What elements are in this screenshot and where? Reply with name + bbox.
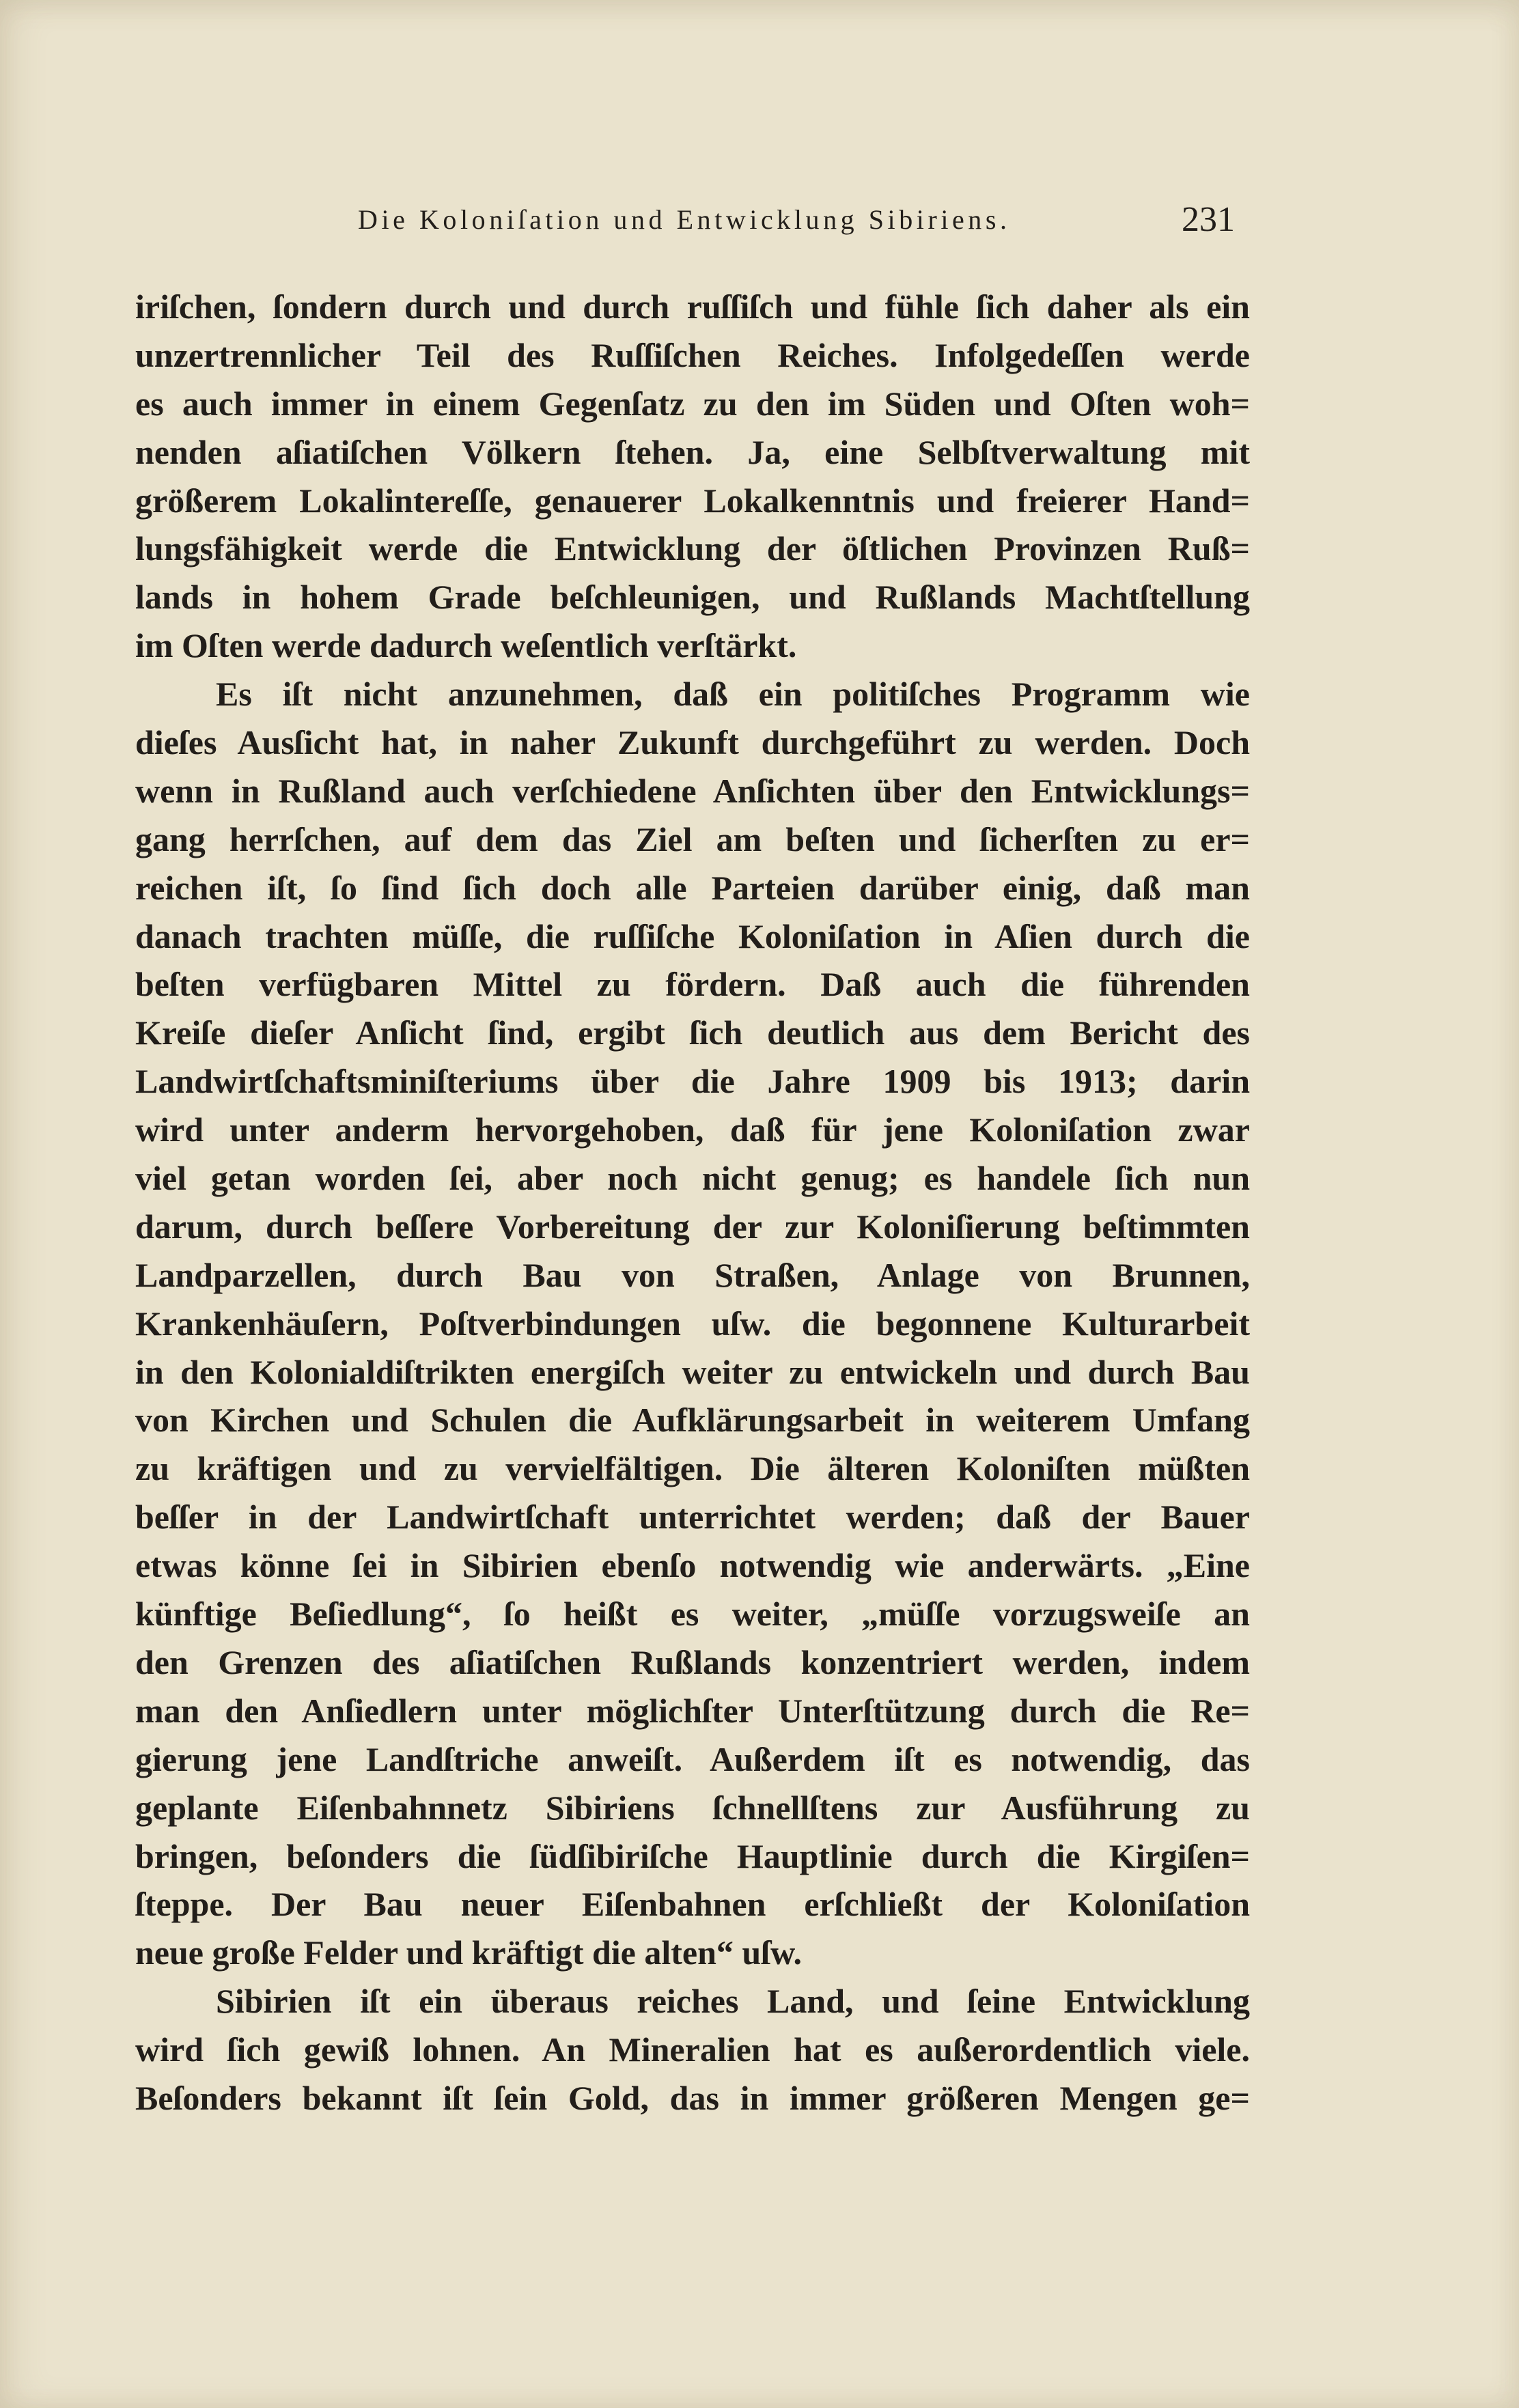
text-line: etwas könne ſei in Sibirien ebenſo notwendig wie anderwärts. „Eine — [135, 1546, 1250, 1585]
text-line: bringen, beſonders die ſüdſibiriſche Hauptlinie durch die Kirgiſen= — [135, 1836, 1250, 1875]
paragraph — [135, 283, 1250, 670]
text-line: Sibirien iſt ein überaus reiches Land, und ſeine Entwicklung — [216, 1982, 1250, 2021]
text-line: man den Anſiedlern unter möglichſter Unterſtützung durch die Re= — [135, 1691, 1250, 1730]
text-line: viel getan worden ſei, aber noch nicht genug; es handele ſich nun — [135, 1159, 1250, 1198]
text-line: neue große Felder und kräftigt die alten“ uſw. — [135, 1933, 802, 1972]
text-line: wird ſich gewiß lohnen. An Mineralien hat es außerordentlich viele. — [135, 2030, 1250, 2069]
text-line: im Oſten werde dadurch weſentlich verſtärkt. — [135, 626, 797, 665]
text-line: Landwirtſchaftsminiſteriums über die Jahre 1909 bis 1913; darin — [135, 1062, 1250, 1101]
text-line: künftige Beſiedlung“, ſo heißt es weiter, „müſſe vorzugsweiſe an — [135, 1595, 1250, 1634]
text-line: den Grenzen des aſiatiſchen Rußlands konzentriert werden, indem — [135, 1642, 1250, 1681]
text-line: größerem Lokalintereſſe, genauerer Lokalkenntnis und freierer Hand= — [135, 481, 1250, 520]
text-line: gierung jene Landſtriche anweiſt. Außerdem iſt es notwendig, das — [135, 1739, 1250, 1778]
page-number: 231 — [1182, 200, 1235, 239]
body-text — [135, 283, 1250, 2123]
text-line: Krankenhäuſern, Poſtverbindungen uſw. die begonnene Kulturarbeit — [135, 1304, 1250, 1343]
text-line: geplante Eiſenbahnnetz Sibiriens ſchnellſtens zur Ausführung zu — [135, 1788, 1250, 1827]
text-line: es auch immer in einem Gegenſatz zu den im Süden und Oſten woh= — [135, 384, 1250, 423]
text-line: gang herrſchen, auf dem das Ziel am beſten und ſicherſten zu er= — [135, 820, 1250, 858]
running-header-title: Die Koloniſation und Entwicklung Sibiriens. — [358, 204, 1011, 235]
text-line: Kreiſe dieſer Anſicht ſind, ergibt ſich deutlich aus dem Bericht des — [135, 1013, 1250, 1052]
text-line: wird unter anderm hervorgehoben, daß für jene Koloniſation zwar — [135, 1110, 1250, 1149]
text-line: beſten verfügbaren Mittel zu fördern. Daß auch die führenden — [135, 965, 1250, 1004]
text-line: in den Kolonialdiſtrikten energiſch weiter zu entwickeln und durch Bau — [135, 1352, 1250, 1391]
text-line: reichen iſt, ſo ſind ſich doch alle Parteien darüber einig, daß man — [135, 868, 1250, 907]
paragraph — [135, 1977, 1250, 2123]
text-line: lungsfähigkeit werde die Entwicklung der öſtlichen Provinzen Ruß= — [135, 529, 1250, 568]
text-line: Landparzellen, durch Bau von Straßen, Anlage von Brunnen, — [135, 1255, 1250, 1294]
text-line: von Kirchen und Schulen die Aufklärungsarbeit in weiterem Umfang — [135, 1401, 1250, 1440]
text-line: ſteppe. Der Bau neuer Eiſenbahnen erſchließt der Koloniſation — [135, 1885, 1250, 1924]
text-line: iriſchen, ſondern durch und durch ruſſiſch und fühle ſich daher als ein — [135, 288, 1250, 326]
text-line: unzertrennlicher Teil des Ruſſiſchen Reiches. Infolgedeſſen werde — [135, 335, 1250, 374]
text-line: Es iſt nicht anzunehmen, daß ein politiſches Programm wie — [216, 675, 1250, 714]
paragraph — [135, 670, 1250, 1977]
text-line: lands in hohem Grade beſchleunigen, und Rußlands Machtſtellung — [135, 578, 1250, 617]
text-line: beſſer in der Landwirtſchaft unterrichtet werden; daß der Bauer — [135, 1498, 1250, 1537]
text-line: darum, durch beſſere Vorbereitung der zur Koloniſierung beſtimmten — [135, 1207, 1250, 1246]
text-line: zu kräftigen und zu vervielfältigen. Die älteren Koloniſten müßten — [135, 1449, 1250, 1488]
text-line: nenden aſiatiſchen Völkern ſtehen. Ja, eine Selbſtverwaltung mit — [135, 432, 1250, 471]
text-line: Beſonders bekannt iſt ſein Gold, das in immer größeren Mengen ge= — [135, 2078, 1250, 2117]
text-line: danach trachten müſſe, die ruſſiſche Koloniſation in Aſien durch die — [135, 916, 1250, 955]
text-line: wenn in Rußland auch verſchiedene Anſichten über den Entwicklungs= — [135, 771, 1250, 810]
text-line: dieſes Ausſicht hat, in naher Zukunft durchgeführt zu werden. Doch — [135, 723, 1250, 762]
